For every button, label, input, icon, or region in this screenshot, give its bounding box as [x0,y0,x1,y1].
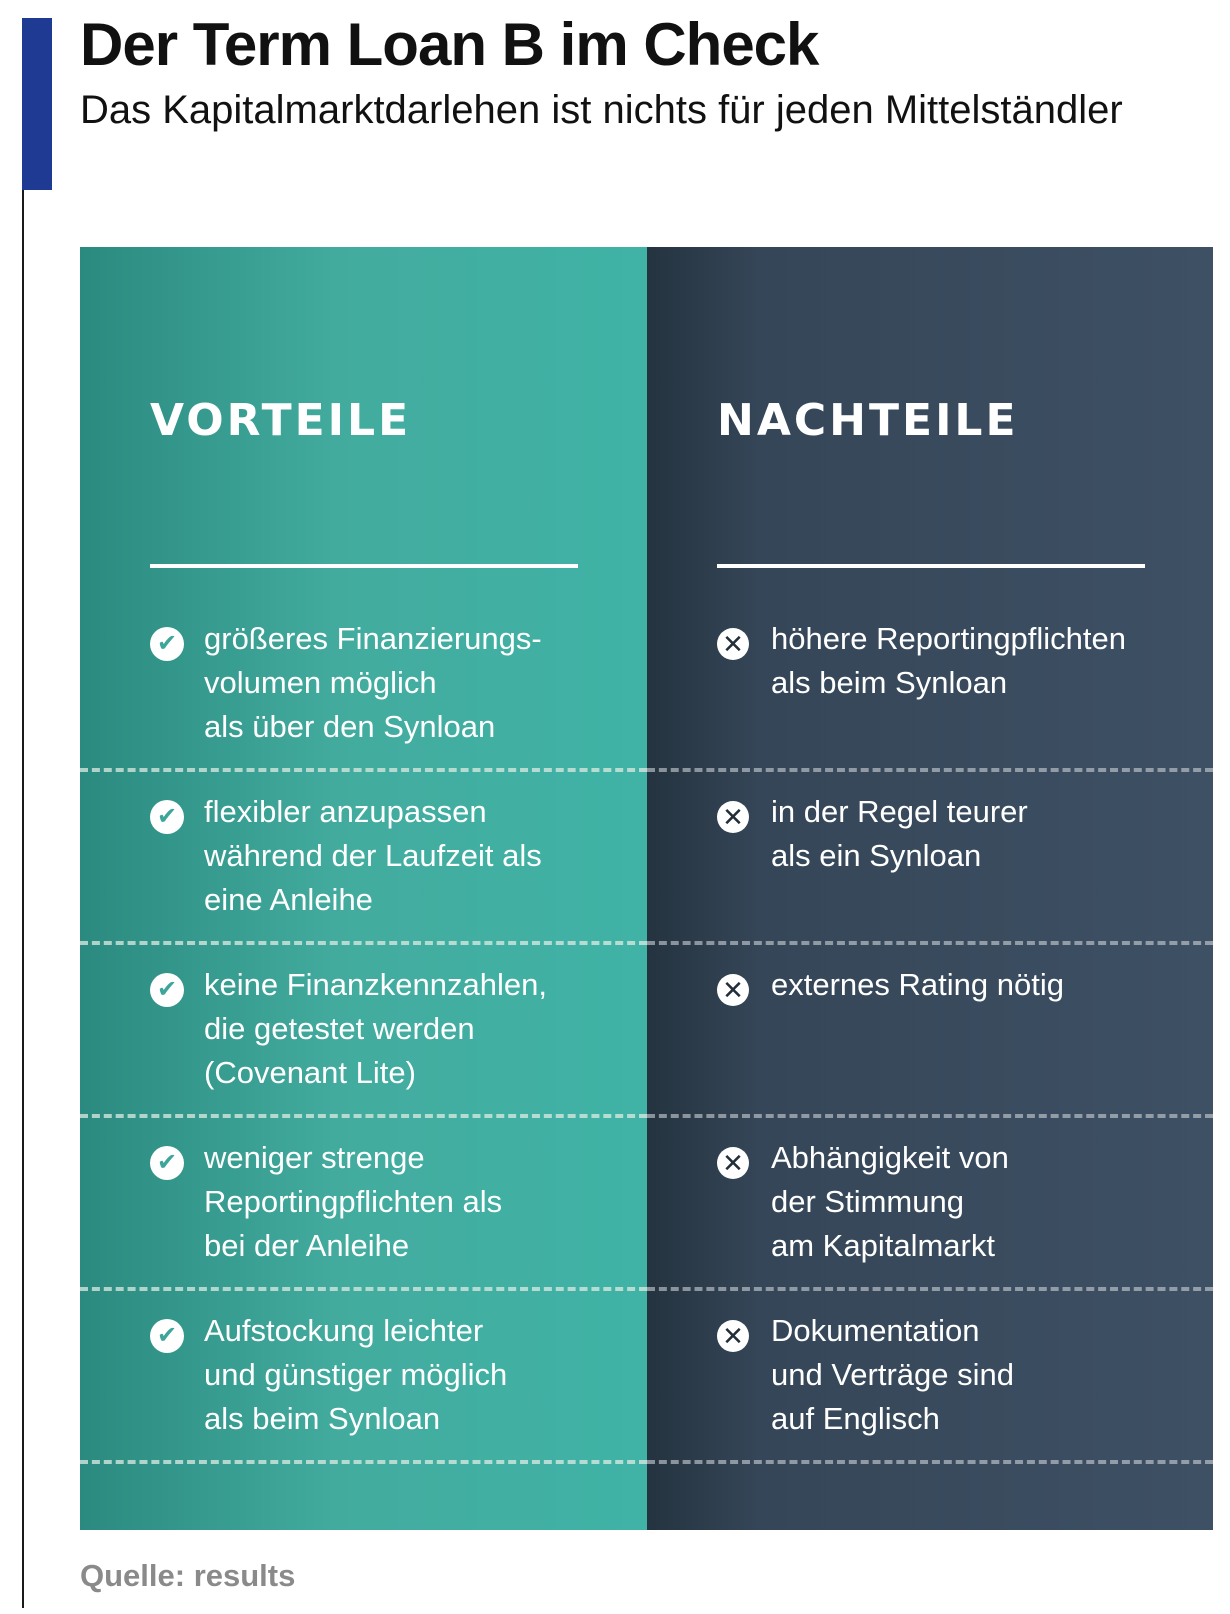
cons-heading: NACHTEILE [717,395,1019,446]
x-circle-icon: ✕ [717,1147,749,1179]
pro-item-text: weniger strenge Reportingpflichten als bei der Anleihe [204,1140,503,1263]
title-accent-bar [22,18,52,190]
check-circle-icon: ✔ [150,1319,184,1353]
con-item-text: in der Regel teurer als ein Synloan [771,794,1028,873]
con-item [647,1114,1213,1287]
pro-item-text: Aufstockung leichter und günstiger möglich als beim Synloan [204,1313,508,1436]
con-item-text: externes Rating nötig [771,967,1064,1002]
check-circle-icon: ✔ [150,800,184,834]
pro-item-text: größeres Finanzierungs- volumen möglich als über den Synloan [204,621,542,744]
con-item-text: Dokumentation und Verträge sind auf Englisch [771,1313,1015,1436]
check-circle-icon: ✔ [150,627,184,661]
con-item-text: Abhängigkeit von der Stimmung am Kapitalmarkt [771,1140,1009,1263]
x-circle-icon: ✕ [717,1320,749,1352]
page-title: Der Term Loan B im Check [80,11,819,78]
pros-heading-rule [150,564,578,568]
cons-panel [647,247,1213,1530]
row-divider [647,1460,1213,1464]
con-item [647,941,1213,1114]
pro-item [80,595,647,768]
con-item-text: höhere Reportingpflichten als beim Synloan [771,621,1127,700]
pros-heading: VORTEILE [150,395,412,446]
pro-item-text: flexibler anzupassen während der Laufzeit als eine Anleihe [204,794,542,917]
con-item [647,768,1213,941]
pro-item [80,941,647,1114]
page-subtitle: Das Kapitalmarktdarlehen ist nichts für jeden Mittelständler [80,88,1123,132]
check-circle-icon: ✔ [150,1146,184,1180]
pro-item [80,1114,647,1287]
pro-item [80,1287,647,1460]
row-divider [80,1460,647,1464]
pro-item [80,768,647,941]
source-note: Quelle: results [80,1558,296,1593]
pro-item-text: keine Finanzkennzahlen, die getestet werden (Covenant Lite) [204,967,547,1090]
x-circle-icon: ✕ [717,801,749,833]
cons-heading-rule [717,564,1145,568]
con-item [647,595,1213,768]
con-item [647,1287,1213,1460]
pros-panel [80,247,647,1530]
x-circle-icon: ✕ [717,974,749,1006]
left-border-line [22,18,24,1608]
check-circle-icon: ✔ [150,973,184,1007]
x-circle-icon: ✕ [717,628,749,660]
